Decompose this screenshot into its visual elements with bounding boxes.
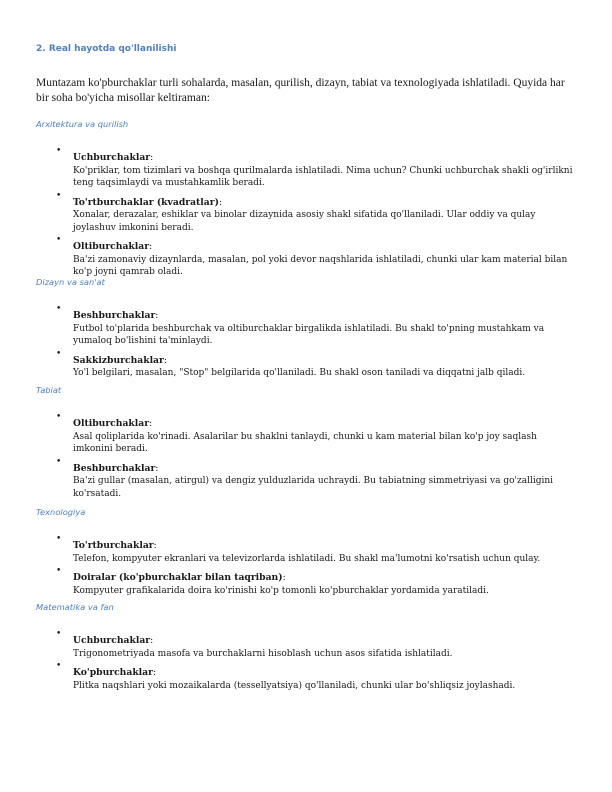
list-item: • Doiralar (ko'pburchaklar bilan taqriban): Kompyuter grafikalarida doira ko'rinishi ko'p tomonli ko'pburchaklar yordamida yaratiladi.	[36, 565, 576, 597]
item-term: Doiralar (ko'pburchaklar bilan taqriban)	[73, 572, 283, 583]
section-technology	[36, 506, 576, 597]
section-math-science	[36, 601, 576, 692]
bullet-icon: •	[56, 146, 62, 156]
item-description: Ba'zi gullar (masalan, atirgul) va dengiz yulduzlarida uchraydi. Bu tabiatning simmetriyasi va go'zalligini ko'rsatadi.	[73, 476, 554, 499]
bullet-icon: •	[56, 534, 62, 544]
item-description: Plitka naqshlari yoki mozaikalarda (tessellyatsiya) qo'llaniladi, chunki ular bo'shliqsiz joylashadi.	[73, 680, 516, 691]
list-item: • Ko'pburchaklar: Plitka naqshlari yoki mozaikalarda (tessellyatsiya) qo'llaniladi, chunki ular bo'shliqsiz joylashadi.	[36, 660, 576, 692]
item-description: Telefon, kompyuter ekranlari va televizorlarda ishlatiladi. Bu shakl ma'lumotni ko'rsatish uchun qulay.	[73, 553, 541, 564]
bullet-icon: •	[56, 190, 62, 201]
list-item: • Beshburchaklar: Ba'zi gullar (masalan, atirgul) va dengiz yulduzlarida uchraydi. Bu tabiatning simmetriyasi va go'zalligini ko'rsatadi.	[36, 456, 576, 501]
bullet-icon: •	[56, 456, 62, 467]
list-item: • Uchburchaklar: Trigonometriyada masofa va burchaklarni hisoblash uchun asos sifatida ishlatiladi.	[36, 628, 576, 660]
bullet-list	[36, 411, 576, 500]
section-design	[36, 276, 576, 380]
item-term: To'rtburchaklar (kvadratlar)	[73, 196, 219, 208]
list-item: • Oltiburchaklar: Ba'zi zamonaviy dizaynlarda, masalan, pol yoki devor naqshlarida ishlatiladi, chunki ular kam material bilan ko'p joyni qamrab oladi.	[36, 234, 576, 279]
item-description: Ba'zi zamonaviy dizaynlarda, masalan, pol yoki devor naqshlarida ishlatiladi, chunki ular kam material bilan ko'p joyni qamrab oladi.	[73, 254, 568, 277]
item-term: Oltiburchaklar	[73, 241, 150, 252]
item-description: Xonalar, derazalar, eshiklar va binolar dizaynida asosiy shakl sifatida qo'llaniladi. Ular oddiy va qulay joylashuv imkonini beradi.	[73, 210, 536, 233]
bullet-icon: •	[56, 348, 62, 359]
list-item: • To'rtburchaklar (kvadratlar): Xonalar, derazalar, eshiklar va binolar dizaynida asosiy shakl sifatida qo'llaniladi. Ular oddiy va qulay joylashuv imkonini beradi.	[36, 190, 576, 235]
bullet-icon: •	[56, 412, 62, 422]
section-nature	[36, 384, 576, 500]
section-architecture	[36, 118, 576, 279]
item-description: Trigonometriyada masofa va burchaklarni hisoblash uchun asos sifatida ishlatiladi.	[73, 648, 453, 659]
item-term: Uchburchaklar	[73, 635, 151, 646]
bullet-icon: •	[56, 629, 62, 639]
item-term: Sakkizburchaklar	[73, 354, 164, 366]
item-description: Asal qoliplarida ko'rinadi. Asalarilar bu shaklni tanlaydi, chunki u kam material bilan ko'p joy saqlash imkonini beradi.	[73, 431, 537, 454]
item-term: Oltiburchaklar	[73, 418, 150, 429]
section-heading: 2. Real hayotda qo'llanilishi	[36, 44, 177, 54]
section-title: Tabiat	[36, 385, 62, 395]
list-item: • To'rtburchaklar: Telefon, kompyuter ekranlari va televizorlarda ishlatiladi. Bu shakl ma'lumotni ko'rsatish uchun qulay.	[36, 533, 576, 565]
section-title: Matematika va fan	[36, 602, 114, 612]
item-term: Uchburchaklar	[73, 152, 151, 163]
section-title: Arxitektura va qurilish	[36, 119, 129, 129]
list-item: • Oltiburchaklar: Asal qoliplarida ko'rinadi. Asalarilar bu shaklni tanlaydi, chunki u kam material bilan ko'p joy saqlash imkonini beradi.	[36, 411, 576, 456]
item-term: Beshburchaklar	[73, 310, 156, 321]
bullet-list	[36, 145, 576, 279]
bullet-icon: •	[56, 304, 62, 314]
bullet-icon: •	[56, 661, 62, 671]
bullet-icon: •	[56, 235, 62, 245]
list-item: • Sakkizburchaklar: Yo'l belgilari, masalan, "Stop" belgilarida qo'llaniladi. Bu shakl oson taniladi va diqqatni jalb qiladi.	[36, 348, 576, 380]
bullet-icon: •	[56, 566, 62, 576]
item-term: Beshburchaklar	[73, 462, 156, 474]
list-item: • Uchburchaklar: Ko'priklar, tom tizimlari va boshqa qurilmalarda ishlatiladi. Nima uchun? Chunki uchburchak shakli og'irlikni teng taqsimlaydi va mustahkamlik beradi.	[36, 145, 576, 190]
bullet-list	[36, 628, 576, 692]
item-description: Futbol to'plarida beshburchak va oltiburchaklar birgalikda ishlatiladi. Bu shakl to'pning mustahkam va yumaloq bo'lishini ta'minlaydi.	[73, 323, 545, 346]
section-title: Texnologiya	[36, 507, 86, 517]
item-description: Ko'priklar, tom tizimlari va boshqa qurilmalarda ishlatiladi. Nima uchun? Chunki uchburchak shakli og'irlikni teng taqsimlaydi va mustahkamlik beradi.	[73, 165, 573, 188]
item-term: To'rtburchaklar	[73, 540, 154, 551]
intro-paragraph: Muntazam ko'pburchaklar turli sohalarda, masalan, qurilish, dizayn, tabiat va texnologiyada ishlatiladi. Quyida har bir soha bo'yicha misollar keltiraman:	[36, 77, 565, 104]
item-term: Ko'pburchaklar	[73, 667, 153, 678]
list-item: • Beshburchaklar: Futbol to'plarida beshburchak va oltiburchaklar birgalikda ishlatiladi. Bu shakl to'pning mustahkam va yumaloq bo'lishini ta'minlaydi.	[36, 303, 576, 348]
bullet-list	[36, 303, 576, 380]
bullet-list	[36, 533, 576, 597]
section-title: Dizayn va san'at	[36, 277, 105, 287]
item-description: Yo'l belgilari, masalan, "Stop" belgilarida qo'llaniladi. Bu shakl oson taniladi va diqqatni jalb qiladi.	[73, 368, 526, 378]
item-description: Kompyuter grafikalarida doira ko'rinishi ko'p tomonli ko'pburchaklar yordamida yaratiladi.	[73, 585, 489, 596]
